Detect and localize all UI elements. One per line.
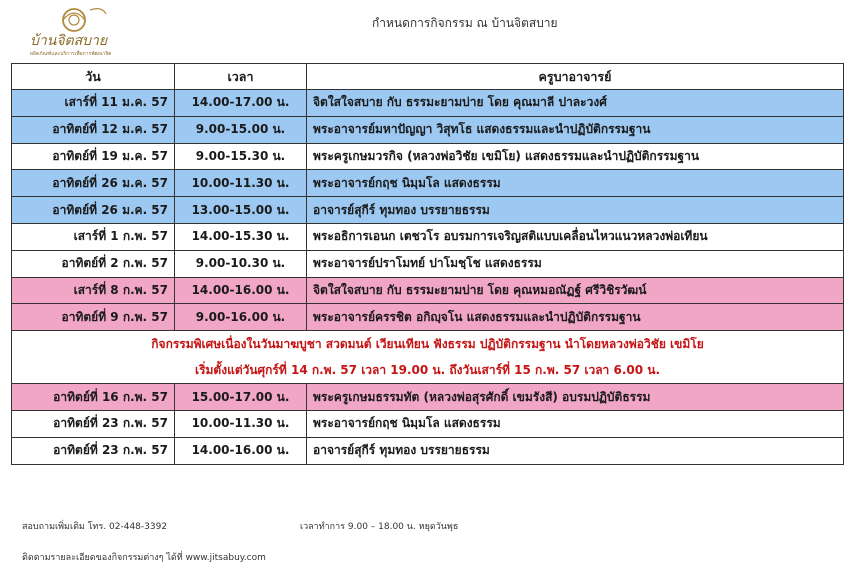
table-row — [12, 250, 844, 277]
table-row — [12, 384, 844, 411]
row-time: 14.00-17.00 น. — [175, 90, 307, 117]
table-row — [12, 116, 844, 143]
header-teacher: ครูบาอาจารย์ — [307, 64, 844, 90]
row-description: พระอาจารย์กฤช นิมฺมโล แสดงธรรม — [307, 410, 844, 437]
row-time: 10.00-11.30 น. — [175, 410, 307, 437]
row-description: จิตใสใจสบาย กับ ธรรมะยามบ่าย โดย คุณหมอณัฏฐ์ ศรีวิชิรวัฒน์ — [307, 277, 844, 304]
row-description: พระอาจารย์ครรชิต อกิญฺจโน แสดงธรรมและนำปฏิบัติกรรมฐาน — [307, 304, 844, 331]
row-description: อาจารย์สุกีร์ ทุมทอง บรรยายธรรม — [307, 197, 844, 224]
table-row — [12, 223, 844, 250]
row-day: อาทิตย์ที่ 26 ม.ค. 57 — [12, 170, 175, 197]
logo-subtitle: ผลิตภัณฑ์และบริการเพื่อการพัฒนาจิต — [30, 51, 112, 57]
row-time: 9.00-16.00 น. — [175, 304, 307, 331]
logo-text: บ้านจิตสบาย — [30, 33, 108, 49]
row-time: 10.00-11.30 น. — [175, 170, 307, 197]
row-time: 14.00-16.00 น. — [175, 437, 307, 464]
footer-hours: เวลาทำการ 9.00 – 18.00 น. หยุดวันพุธ — [300, 522, 459, 532]
table-row — [12, 437, 844, 464]
header-time: เวลา — [175, 64, 307, 90]
table-row — [12, 143, 844, 170]
row-day: อาทิตย์ที่ 12 ม.ค. 57 — [12, 116, 175, 143]
table-row — [12, 197, 844, 224]
row-day: อาทิตย์ที่ 26 ม.ค. 57 — [12, 197, 175, 224]
row-description: จิตใสใจสบาย กับ ธรรมะยามบ่าย โดย คุณมาลี ปาละวงศ์ — [307, 90, 844, 117]
row-day: อาทิตย์ที่ 16 ก.พ. 57 — [12, 384, 175, 411]
row-day: อาทิตย์ที่ 9 ก.พ. 57 — [12, 304, 175, 331]
table-row — [12, 304, 844, 331]
row-description: พระอาจารย์ปราโมทย์ ปาโมชฺโช แสดงธรรม — [307, 250, 844, 277]
row-description: พระอาจารย์กฤช นิมฺมโล แสดงธรรม — [307, 170, 844, 197]
table-row — [12, 90, 844, 117]
table-row — [12, 170, 844, 197]
special-event-cell — [12, 331, 844, 384]
row-description: อาจารย์สุกีร์ ทุมทอง บรรยายธรรม — [307, 437, 844, 464]
row-description: พระอธิการเอนก เตชวโร อบรมการเจริญสติแบบเคลื่อนไหวแนวหลวงพ่อเทียน — [307, 223, 844, 250]
special-event-line-1: กิจกรรมพิเศษเนื่องในวันมาฆบูชา สวดมนต์ เวียนเทียน ฟังธรรม ปฏิบัติกรรมฐาน นำโดยหลวงพ่อวิชัย เขมิโย — [151, 337, 704, 352]
row-time: 9.00-15.30 น. — [175, 143, 307, 170]
row-day: อาทิตย์ที่ 19 ม.ค. 57 — [12, 143, 175, 170]
row-day: เสาร์ที่ 1 ก.พ. 57 — [12, 223, 175, 250]
footer-website[interactable]: ติดตามรายละเอียดของกิจกรรมต่างๆ ได้ที่ www.jitsabuy.com — [22, 553, 266, 563]
row-description: พระครูเกษมวรกิจ (หลวงพ่อวิชัย เขมิโย) แสดงธรรมและนำปฏิบัติกรรมฐาน — [307, 143, 844, 170]
row-day: อาทิตย์ที่ 23 ก.พ. 57 — [12, 437, 175, 464]
row-time: 14.00-15.30 น. — [175, 223, 307, 250]
row-time: 13.00-15.00 น. — [175, 197, 307, 224]
special-event-line-2: เริ่มตั้งแต่วันศุกร์ที่ 14 ก.พ. 57 เวลา 19.00 น. ถึงวันเสาร์ที่ 15 ก.พ. 57 เวลา 6.00 น. — [194, 363, 661, 378]
row-description: พระครูเกษมธรรมทัต (หลวงพ่อสุรศักดิ์ เขมรังสี) อบรมปฏิบัติธรรม — [307, 384, 844, 411]
row-day: เสาร์ที่ 8 ก.พ. 57 — [12, 277, 175, 304]
schedule-table — [11, 63, 844, 465]
row-time: 9.00-10.30 น. — [175, 250, 307, 277]
row-day: อาทิตย์ที่ 23 ก.พ. 57 — [12, 410, 175, 437]
row-day: อาทิตย์ที่ 2 ก.พ. 57 — [12, 250, 175, 277]
row-time: 9.00-15.00 น. — [175, 116, 307, 143]
table-row — [12, 277, 844, 304]
table-row — [12, 410, 844, 437]
row-time: 14.00-16.00 น. — [175, 277, 307, 304]
footer-contact: สอบถามเพิ่มเติม โทร. 02-448-3392 — [22, 522, 168, 532]
row-time: 15.00-17.00 น. — [175, 384, 307, 411]
table-header-row — [12, 64, 844, 90]
row-day: เสาร์ที่ 11 ม.ค. 57 — [12, 90, 175, 117]
page-title: กำหนดการกิจกรรม ณ บ้านจิตสบาย — [372, 16, 558, 30]
special-event-row — [12, 331, 844, 384]
header-day: วัน — [12, 64, 175, 90]
row-description: พระอาจารย์มหาปัญญา วิสุทโธ แสดงธรรมและนำปฏิบัติกรรมฐาน — [307, 116, 844, 143]
